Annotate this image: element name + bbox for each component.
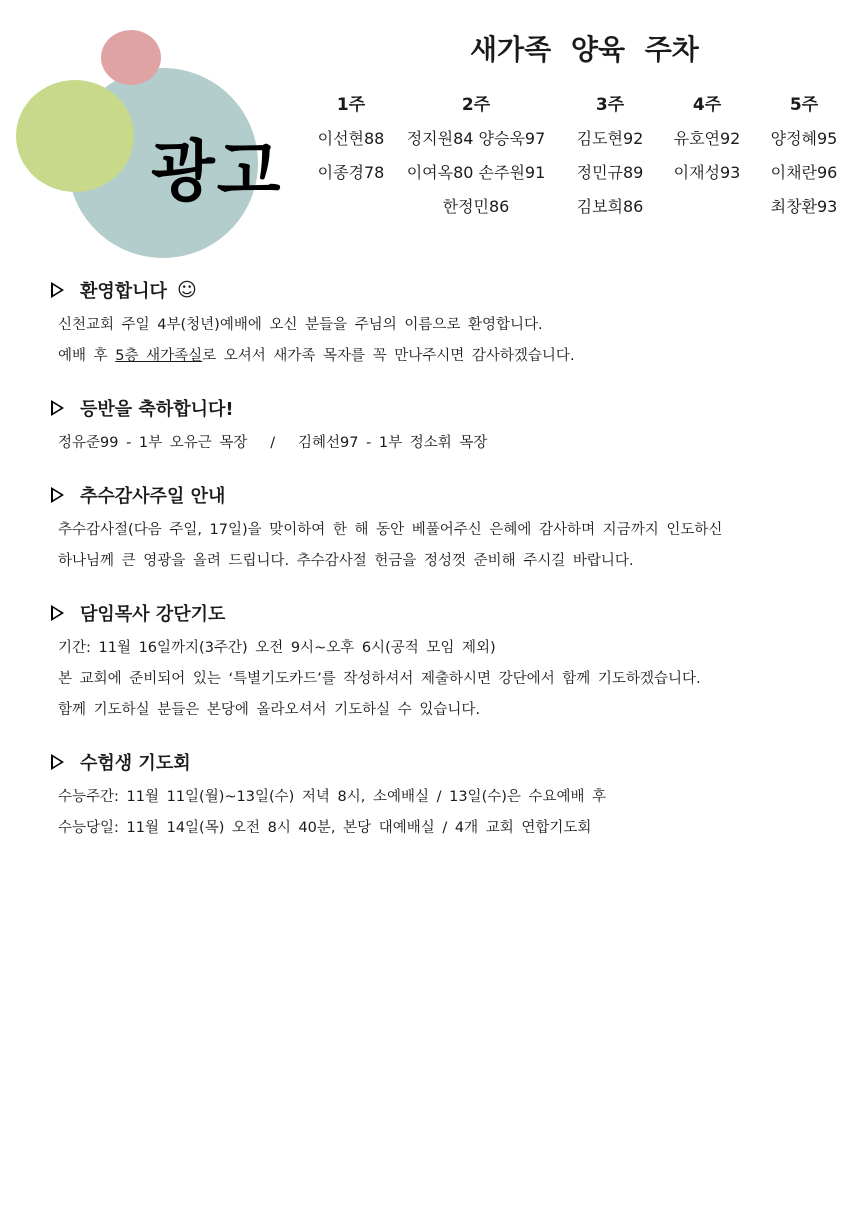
week-label: 3주 [595,95,625,115]
section-title: 추수감사주일 안내 [80,486,226,507]
section-title: 환영합니다 [80,281,167,302]
member-name: 이채란96 [770,163,838,182]
week-2-column [398,88,554,224]
member-name: 양정혜95 [770,129,838,148]
section-text: 본 교회에 준비되어 있는 ‘특별기도카드’를 작성하셔서 제출하시면 강단에서 함께 기도하겠습니다. [58,671,701,687]
triangle-bullet-icon [51,282,64,298]
underlined-location: 5층 새가족실 [115,348,203,364]
week-4-column [670,88,744,190]
smile-icon: ☺ [176,279,197,301]
week-5-column [766,88,842,224]
week-label: 1주 [336,95,366,115]
section-text: 추수감사절(다음 주일, 17일)을 맞이하여 한 해 동안 베풀어주신 은혜에 감사하며 지금까지 인도하신 [58,522,723,538]
week-3-column [573,88,647,224]
member-name: 정지원84 양승욱97 [406,129,546,148]
section-promotion [48,388,828,459]
section-text: 신천교회 주일 4부(청년)예배에 오신 분들을 주님의 이름으로 환영합니다. [58,317,543,333]
member-name: 최창환93 [770,197,838,216]
section-text: 기간: 11월 16일까지(3주간) 오전 9시~오후 6시(공적 모임 제외) [58,640,496,656]
member-name: 정민규89 [576,163,644,182]
decor-circle-green [16,80,134,192]
section-header [48,388,828,428]
section-title: 등반을 축하합니다! [80,399,234,420]
announcements [48,270,828,860]
section-header [48,270,828,310]
week-label: 5주 [789,95,819,115]
decor-circle-pink [101,30,161,85]
member-name: 이여옥80 손주원91 [406,163,546,182]
member-name: 김보희86 [576,197,644,216]
triangle-bullet-icon [51,605,64,621]
week-label: 4주 [692,95,722,115]
schedule-title: 새가족 양육 주차 [470,33,699,66]
section-text: 수능주간: 11월 11일(월)~13일(수) 저녁 8시, 소예배실 / 13일(수)은 수요예배 후 [58,789,607,805]
member-name: 김도현92 [576,129,644,148]
section-thanksgiving [48,475,828,577]
section-text: 하나님께 큰 영광을 올려 드립니다. 추수감사절 헌금을 정성껏 준비해 주시길 바랍니다. [58,553,634,569]
triangle-bullet-icon [51,754,64,770]
member-name: 이재성93 [673,163,741,182]
section-prayer [48,593,828,726]
section-text: 정유준99 - 1부 오유근 목장 / 김혜선97 - 1부 정소휘 목장 [58,435,488,451]
section-title: 담임목사 강단기도 [80,604,226,625]
ad-title: 광고 [151,133,283,210]
week-label: 2주 [461,95,491,115]
section-text: 함께 기도하실 분들은 본당에 올라오셔서 기도하실 수 있습니다. [58,702,481,718]
member-name: 유호연92 [673,129,741,148]
section-text [48,341,828,372]
section-title: 수험생 기도회 [80,753,191,774]
member-name: 이선현88 [317,129,385,148]
week-1-column [315,88,387,190]
section-text: 수능당일: 11월 14일(목) 오전 8시 40분, 본당 대예배실 / 4개 교회 연합기도회 [58,820,592,836]
member-name: 한정민86 [442,197,510,216]
member-name: 이종경78 [317,163,385,182]
text-segment: 예배 후 [58,348,116,364]
text-segment: 로 오셔서 새가족 목자를 꼭 만나주시면 감사하겠습니다. [202,348,575,364]
triangle-bullet-icon [51,400,64,416]
section-header [48,593,828,633]
section-welcome [48,270,828,372]
section-header [48,742,828,782]
section-header [48,475,828,515]
triangle-bullet-icon [51,487,64,503]
section-exam [48,742,828,844]
